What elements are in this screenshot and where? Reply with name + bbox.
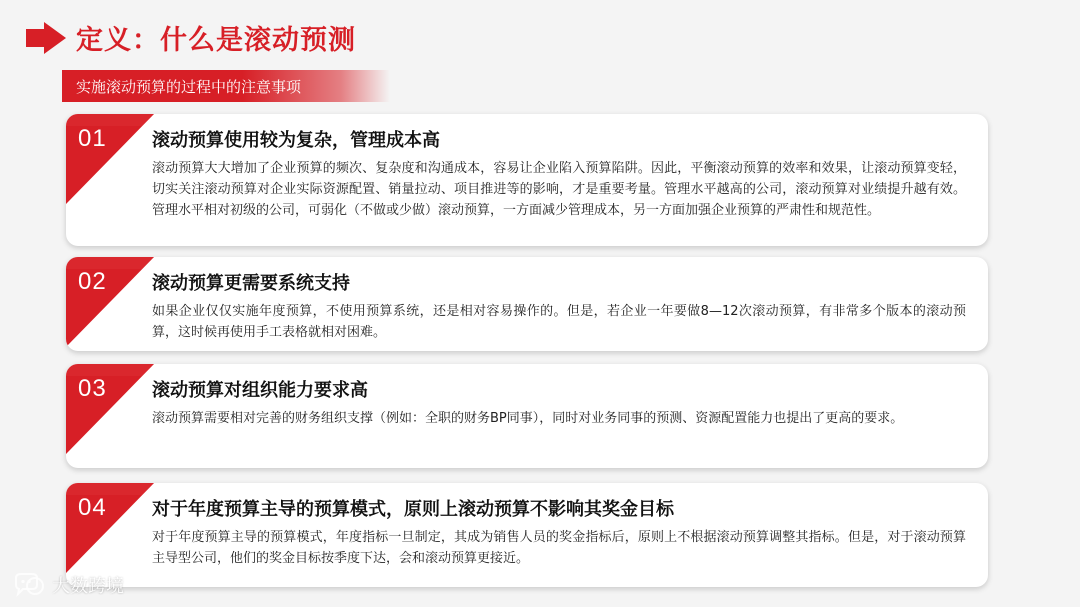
watermark xyxy=(12,572,124,598)
card-number: 04 xyxy=(78,494,107,521)
card-heading: 滚动预算更需要系统支持 xyxy=(152,273,350,294)
card-heading: 对于年度预算主导的预算模式，原则上滚动预算不影响其奖金目标 xyxy=(152,499,674,520)
title-arrow-icon xyxy=(26,22,66,54)
card-heading: 滚动预算对组织能力要求高 xyxy=(152,380,368,401)
note-card xyxy=(66,257,988,351)
subtitle-banner xyxy=(62,70,390,102)
number-tab xyxy=(66,257,154,347)
subtitle-text: 实施滚动预算的过程中的注意事项 xyxy=(76,78,302,96)
card-body: 对于年度预算主导的预算模式，年度指标一旦制定，其成为销售人员的奖金指标后，原则上不根据滚动预算调整其指标。但是，对于滚动预算主导型公司，他们的奖金目标按季度下达，会和滚动预算更接近。 xyxy=(152,530,966,566)
card-heading: 滚动预算使用较为复杂，管理成本高 xyxy=(152,130,440,151)
note-card xyxy=(66,114,988,246)
number-tab xyxy=(66,114,154,204)
card-body: 如果企业仅仅实施年度预算，不使用预算系统，还是相对容易操作的。但是，若企业一年要做8—12次滚动预算，有非常多个版本的滚动预算，这时候再使用手工表格就相对困难。 xyxy=(152,304,966,340)
card-number: 03 xyxy=(78,375,107,402)
note-card xyxy=(66,483,988,587)
card-body: 滚动预算需要相对完善的财务组织支撑（例如：全职的财务BP同事），同时对业务同事的预测、资源配置能力也提出了更高的要求。 xyxy=(152,411,904,426)
number-tab xyxy=(66,364,154,454)
note-card xyxy=(66,364,988,468)
card-body: 滚动预算大大增加了企业预算的频次、复杂度和沟通成本，容易让企业陷入预算陷阱。因此，平衡滚动预算的效率和效果，让滚动预算变轻，切实关注滚动预算对企业实际资源配置、销量拉动、项目推进等的影响，才是重要考量。管理水平越高的公司，滚动预算对业绩提升越有效。管理水平相对初级的公司，可弱化（不做或少做）滚动预算，一方面减少管理成本，另一方面加强企业预算的严肃性和规范性。 xyxy=(152,161,966,218)
number-tab xyxy=(66,483,154,573)
card-number: 02 xyxy=(78,268,107,295)
card-number: 01 xyxy=(78,125,107,152)
chat-bubble-logo-icon xyxy=(12,572,46,598)
watermark-text: 大数跨境 xyxy=(52,576,124,597)
page-title: 定义：什么是滚动预测 xyxy=(76,25,356,56)
